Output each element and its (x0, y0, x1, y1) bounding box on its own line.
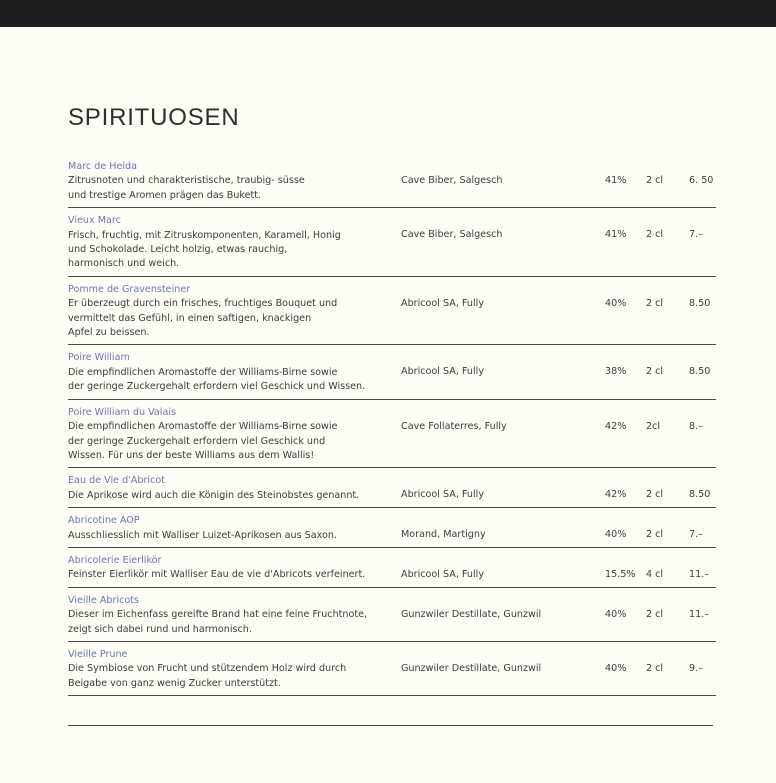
item-description (68, 489, 386, 503)
item-size: 2 cl (646, 662, 664, 674)
item-name: Vieux Marc (68, 215, 121, 227)
description-line: harmonisch und weich. (68, 258, 180, 270)
item-size: 2 cl (646, 297, 664, 309)
item-size: 2 cl (646, 175, 664, 186)
item-producer: Gunzwiler Destillate, Gunzwil (401, 662, 542, 674)
bottom-divider (68, 725, 713, 726)
item-name: Pomme de Gravensteiner (68, 283, 191, 295)
item-description (68, 229, 386, 272)
item-price: 11.– (689, 568, 710, 580)
item-price: 7.– (689, 529, 703, 541)
description-line: Die Aprikose wird auch die Königin des Steinobstes genannt. (68, 489, 360, 501)
menu-item (68, 588, 716, 642)
item-description (68, 608, 386, 637)
item-description (68, 420, 386, 463)
item-price: 9.– (689, 662, 703, 674)
item-name: Poire William (68, 352, 130, 364)
item-abv: 40% (605, 297, 627, 309)
description-line: zeigt sich dabei rund und harmonisch. (68, 623, 252, 635)
item-producer: Abricool SA, Fully (401, 366, 485, 378)
item-producer: Abricool SA, Fully (401, 568, 485, 580)
item-size: 2 cl (646, 489, 664, 501)
item-name: Vieille Prune (68, 648, 128, 660)
item-size: 2 cl (646, 529, 664, 541)
item-name: Poire William du Valais (68, 406, 176, 418)
item-price: 6. 50 (689, 175, 714, 186)
description-line: der geringe Zuckergehalt erfordern viel Geschick und (68, 435, 326, 447)
description-line: Die Symbiose von Frucht und stützendem Holz wird durch (68, 663, 347, 675)
item-price: 7.– (689, 229, 703, 241)
item-description (68, 568, 386, 582)
item-description (68, 662, 386, 691)
item-producer: Cave Biber, Salgesch (401, 229, 503, 241)
item-abv: 42% (605, 420, 627, 432)
item-size: 2cl (646, 420, 661, 432)
item-abv: 41% (605, 229, 627, 241)
item-producer: Abricool SA, Fully (401, 297, 485, 309)
description-line: Die empfindlichen Aromastoffe der Williams-Birne sowie (68, 421, 338, 433)
item-producer: Morand, Martigny (401, 529, 486, 541)
item-size: 2 cl (646, 229, 664, 241)
item-price: 8.50 (689, 297, 711, 309)
item-price: 11.– (689, 608, 710, 620)
item-size: 4 cl (646, 568, 664, 580)
description-line: Zitrusnoten und charakteristische, traubig- süsse (68, 175, 305, 187)
description-line: Apfel zu beissen. (68, 327, 150, 339)
menu-item (68, 277, 716, 346)
description-line: Wissen. Für uns der beste Williams aus dem Wallis! (68, 449, 315, 461)
item-name: Eau de Vie d'Abricot (68, 475, 165, 487)
item-name: Vieille Abricots (68, 594, 140, 606)
item-producer: Cave Follaterres, Fully (401, 420, 507, 432)
description-line: Dieser im Eichenfass gereifte Brand hat eine feine Fruchtnote, (68, 609, 368, 621)
menu-item (68, 468, 716, 508)
description-line: Ausschliesslich mit Walliser Luizet-Aprikosen aus Saxon. (68, 529, 338, 541)
description-line: Feinster Eierlikör mit Walliser Eau de vie d'Abricots verfeinert. (68, 569, 366, 581)
description-line: und Schokolade. Leicht holzig, etwas rauchig, (68, 244, 288, 256)
item-abv: 38% (605, 366, 627, 378)
spirits-list (68, 160, 716, 696)
description-line: und trestige Aromen prägen das Bukett. (68, 189, 262, 201)
item-name: Abricolerie Eierlikör (68, 554, 162, 566)
item-price: 8.– (689, 420, 703, 432)
item-description (68, 529, 386, 543)
menu-item (68, 345, 716, 399)
description-line: Er überzeugt durch ein frisches, fruchtiges Bouquet und (68, 298, 338, 310)
item-description (68, 174, 386, 203)
menu-item (68, 548, 716, 588)
item-price: 8.50 (689, 489, 711, 501)
item-name: Marc de Heida (68, 161, 138, 172)
description-line: Die empfindlichen Aromastoffe der Williams-Birne sowie (68, 366, 338, 378)
item-abv: 40% (605, 529, 627, 541)
menu-item (68, 160, 716, 208)
item-description (68, 297, 386, 340)
menu-item (68, 208, 716, 277)
top-bar (0, 0, 776, 27)
description-line: Beigabe von ganz wenig Zucker unterstützt. (68, 677, 281, 689)
item-producer: Cave Biber, Salgesch (401, 175, 503, 186)
item-abv: 41% (605, 175, 627, 186)
item-description (68, 366, 386, 395)
menu-item (68, 508, 716, 548)
item-abv: 15.5% (605, 568, 636, 580)
menu-item (68, 400, 716, 469)
item-name: Abricotine AOP (68, 515, 140, 527)
menu-item (68, 642, 716, 696)
item-size: 2 cl (646, 608, 664, 620)
page-title: SPIRITUOSEN (68, 104, 240, 131)
item-producer: Gunzwiler Destillate, Gunzwil (401, 608, 542, 620)
item-abv: 42% (605, 489, 627, 501)
description-line: der geringe Zuckergehalt erfordern viel Geschick und Wissen. (68, 381, 366, 393)
description-line: Frisch, fruchtig, mit Zitruskomponenten, Karamell, Honig (68, 229, 341, 241)
item-size: 2 cl (646, 366, 664, 378)
item-price: 8.50 (689, 366, 711, 378)
description-line: vermittelt das Gefühl, in einen saftigen, knackigen (68, 312, 312, 324)
item-abv: 40% (605, 662, 627, 674)
item-abv: 40% (605, 608, 627, 620)
item-producer: Abricool SA, Fully (401, 489, 485, 501)
